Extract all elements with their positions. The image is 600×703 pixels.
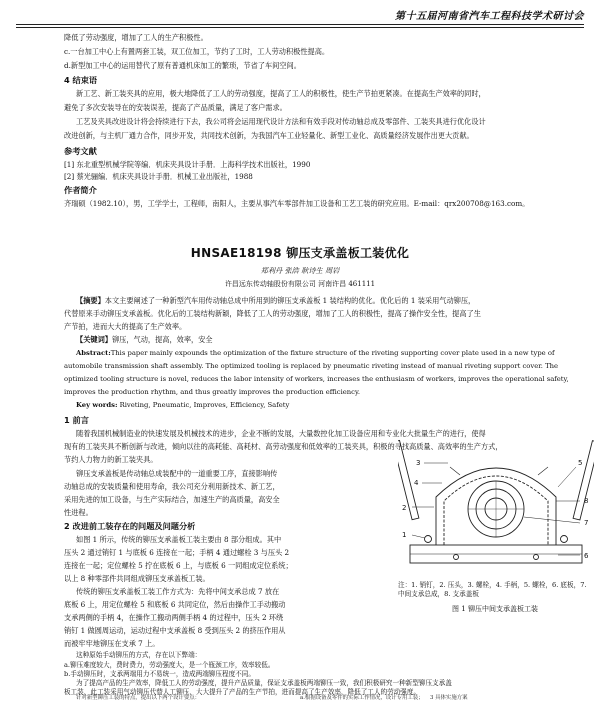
en-abstract-line: improves the production rhythm, and thus greatly improves the production efficiency. [64, 388, 361, 396]
callout: 8 [584, 497, 589, 505]
conclusion-line: 避免了多次安装导在的安装误差，提高了产品质量，满足了客户需求。 [64, 103, 287, 112]
section-3-heading: 3 具体实施方案 [430, 695, 468, 701]
en-keywords-text: Riveting, Pneumatic, Improves, Efficiency, Safety [119, 401, 290, 409]
section-2b-line: 板工装，此工装采用气动铆压代替人工铆压，大大提升了产品的生产节拍，进而提高了生产效率，降低了工人的劳动强度。 [64, 688, 421, 696]
section-2b-line: 这种原始手动铆压的方式，存在以下弊端： [76, 651, 202, 659]
section-2-line: 而被牢牢地铆压在支承 7 上。 [64, 639, 160, 648]
author-bio: 齐瑞硕（1982.10），男，工学学士，工程师，南阳人，主要从事汽车零部件加工设备和工艺工装的研究应用。E-mail：qrx200708@163.com。 [64, 199, 530, 208]
handle-right [573, 441, 594, 520]
article-affiliation: 许昌远东传动轴股份有限公司 河南许昌 461111 [224, 280, 376, 288]
callout: 1 [402, 531, 407, 539]
abstract-text: 本文主要阐述了一种新型汽车用传动轴总成中所用到的铆压支承盖板 1 装结构的优化。优化后的 1 装采用气动铆压， [104, 296, 476, 305]
section-2b-line: b.手动铆压时，支承两端用力不易统一，造成两端铆压程度不同。 [64, 670, 255, 678]
section-1-line: 现有的工装夹具不断创新与改进，倾向以往的高耗能、高耗材、高劳动强度和低效率的工装夹具，积极的寻找高质量、高效率的生产方式， [64, 442, 503, 451]
keywords-line [76, 336, 213, 343]
abstract-line: 产节拍，进而大大的提高了生产效率。 [64, 322, 187, 331]
conclusion-line: 工艺及夹具改进设计将会持续进行下去，我公司将会运用现代设计方法和有效手段对传动轴总成及零部件、工装夹具进行优化设计 [76, 117, 486, 126]
conclusion-heading: 4 结束语 [64, 75, 98, 85]
section-2-line: 支承两侧的手柄 4，在操作工搬动两侧手柄 4 的过程中，压头 2 环绕 [64, 613, 284, 622]
section-2-line: 底板 6 上，用定位螺栓 5 和底板 6 共同定位，然后由操作工手动搬动 [64, 600, 286, 609]
section-2b-line: a.铆压难度较大，费时费力，劳动强度大，是一个瓶颈工序，效率较低。 [64, 661, 275, 669]
callout: 2 [402, 504, 407, 512]
keywords-label: 【关键词】 [76, 335, 112, 344]
section-1b-line: 动轴总成的安装质量和使用寿命，我公司充分利用新技术、新工艺， [64, 482, 280, 491]
running-header [16, 4, 584, 22]
abstract-label: 【摘要】 [76, 296, 105, 305]
en-abstract-line: optimized tooling structure is novel, reduces the labor intensity of workers, increases the enthusiasm of workers, improves the operational safety, [64, 375, 569, 383]
section-2-line: 销钉 1 做圆周运动，运动过程中支承盖板 8 受到压头 2 的挤压作用从 [64, 626, 286, 635]
figure-1-note: 注：1. 销钉，2. 压头，3. 螺栓，4. 手柄，5. 螺栓，6. 底板，7. 中间支承总成，8. 支承盖板 [398, 581, 587, 599]
callout: 3 [416, 459, 421, 467]
prev-line: d.新型加工中心的运用替代了原有普通机床加工的繁琐，节省了车间空间。 [64, 61, 301, 70]
conclusion-line: 新工艺、新工装夹具的应用，极大地降低了工人的劳动强度，提高了工人的积极性，使生产节拍更紧凑。在提高生产效率的同时， [76, 89, 486, 98]
section-2-line: 传统的铆压支承盖板工装工作方式为：先将中间支承总成 7 放在 [76, 587, 280, 596]
bio-heading: 作者简介 [64, 185, 97, 195]
section-1-line: 随着我国机械制造业的快速发展及机械技术的进步，企业不断的发展，大量数控化加工设备应用和专业化大批量生产的进行，使得 [76, 429, 486, 438]
callout: 5 [578, 459, 583, 467]
article-authors: 郑利丹 张浩 耿诗生 周岩 [260, 266, 340, 275]
callout: 6 [584, 552, 589, 560]
running-header-title: 第十五届河南省汽车工程科技学术研讨会 [395, 11, 584, 22]
section-2-heading: 2 改进前工装存在的问题及问题分析 [64, 521, 196, 531]
callout: 4 [414, 479, 419, 487]
section-2-line: 连接在一起；定位螺栓 5 拧在底板 6 上，与底板 6 一同组成定位系统； [64, 561, 293, 570]
header-rule [16, 24, 584, 25]
en-keywords-label: Key words: [76, 401, 118, 409]
abstract-line: 代替原来手动铆压支承盖板。优化后的工装结构新颖，降低了工人的劳动强度，增加了工人的积极性，提高了操作安全性，提高了生 [64, 309, 481, 318]
prev-line: 降低了劳动强度，增加了工人的生产积极性。 [64, 33, 208, 42]
en-abstract-line: automobile transmission shaft assembly. The optimized tooling is replaced by pneumatic riveting instead of manual riveting support cover. The [64, 362, 559, 370]
section-2-line: 如图 1 所示，传统的铆压支承盖板工装主要由 8 部分组成。其中 [76, 535, 282, 544]
section-1b-line: 采用先进的加工设备，与生产实际结合，加速生产的高质量，高安全 [64, 495, 280, 504]
en-abstract-text: This paper mainly expounds the optimization of the fixture structure of the riveting supporting cover plate used in a new type of [110, 349, 555, 357]
references-heading: 参考文献 [64, 146, 97, 156]
en-keywords-line [76, 402, 289, 409]
section-2b-line: 针对新型铆压工装的特点，提出以下两个设计要点： [76, 695, 200, 701]
keywords-text: 铆压，气动，提高，效率，安全 [111, 335, 213, 344]
en-abstract-line-1 [76, 350, 554, 357]
callout: 7 [584, 519, 589, 527]
header-rule-thin [16, 27, 584, 28]
reference-item: [1] 东北重型机械学院等编．机床夹具设计手册．上海科学技术出版社，1990 [64, 160, 311, 169]
reference-item: [2] 蔡光骊编．机床夹具设计手册．机械工业出版社，1988 [64, 172, 253, 181]
figure-1-caption: 图 1 铆压中间支承盖板工装 [452, 605, 538, 613]
section-1-heading: 1 前言 [64, 415, 89, 425]
section-2-line: 以上 8 种零部件共同组成铆压支承盖板工装。 [64, 574, 210, 583]
abstract-line-1 [76, 297, 475, 304]
prev-line: c.一台加工中心上有置两套工装，双工位加工，节约了工时，工人劳动积极性提高。 [64, 47, 330, 56]
section-2b-line: 为了提高产品的生产效率，降低工人的劳动强度，提升产品质量，保证支承盖板两端铆压一致，我们积极研究一种新型铆压支承盖 [76, 679, 452, 687]
figure-1-drawing [398, 427, 594, 577]
section-1b-line: 性进程。 [64, 508, 93, 517]
locating-bolt [454, 555, 459, 560]
pin [425, 536, 432, 543]
en-abstract-label: Abstract: [76, 349, 111, 357]
article-title: HNSAE18198 铆压支承盖板工装优化 [190, 246, 410, 260]
section-1-line: 节约人力物力的新工装夹具。 [64, 455, 158, 464]
conclusion-line: 改进创新，与主机厂通力合作，同步开发，共同技术创新，为我国汽车工业轻量化、新型工业化、高质量经济发展作出更大贡献。 [64, 131, 474, 140]
section-1b-line: 铆压支承盖板是传动轴总成装配中的一道重要工序，直接影响传 [76, 469, 278, 478]
section-2-line: 压头 2 通过销钉 1 与底板 6 连接在一起；手柄 4 通过螺栓 3 与压头 2 [64, 548, 290, 557]
section-2b-line: a.根据设备及零件的实际工作情况，设计专用工装； [300, 695, 424, 701]
